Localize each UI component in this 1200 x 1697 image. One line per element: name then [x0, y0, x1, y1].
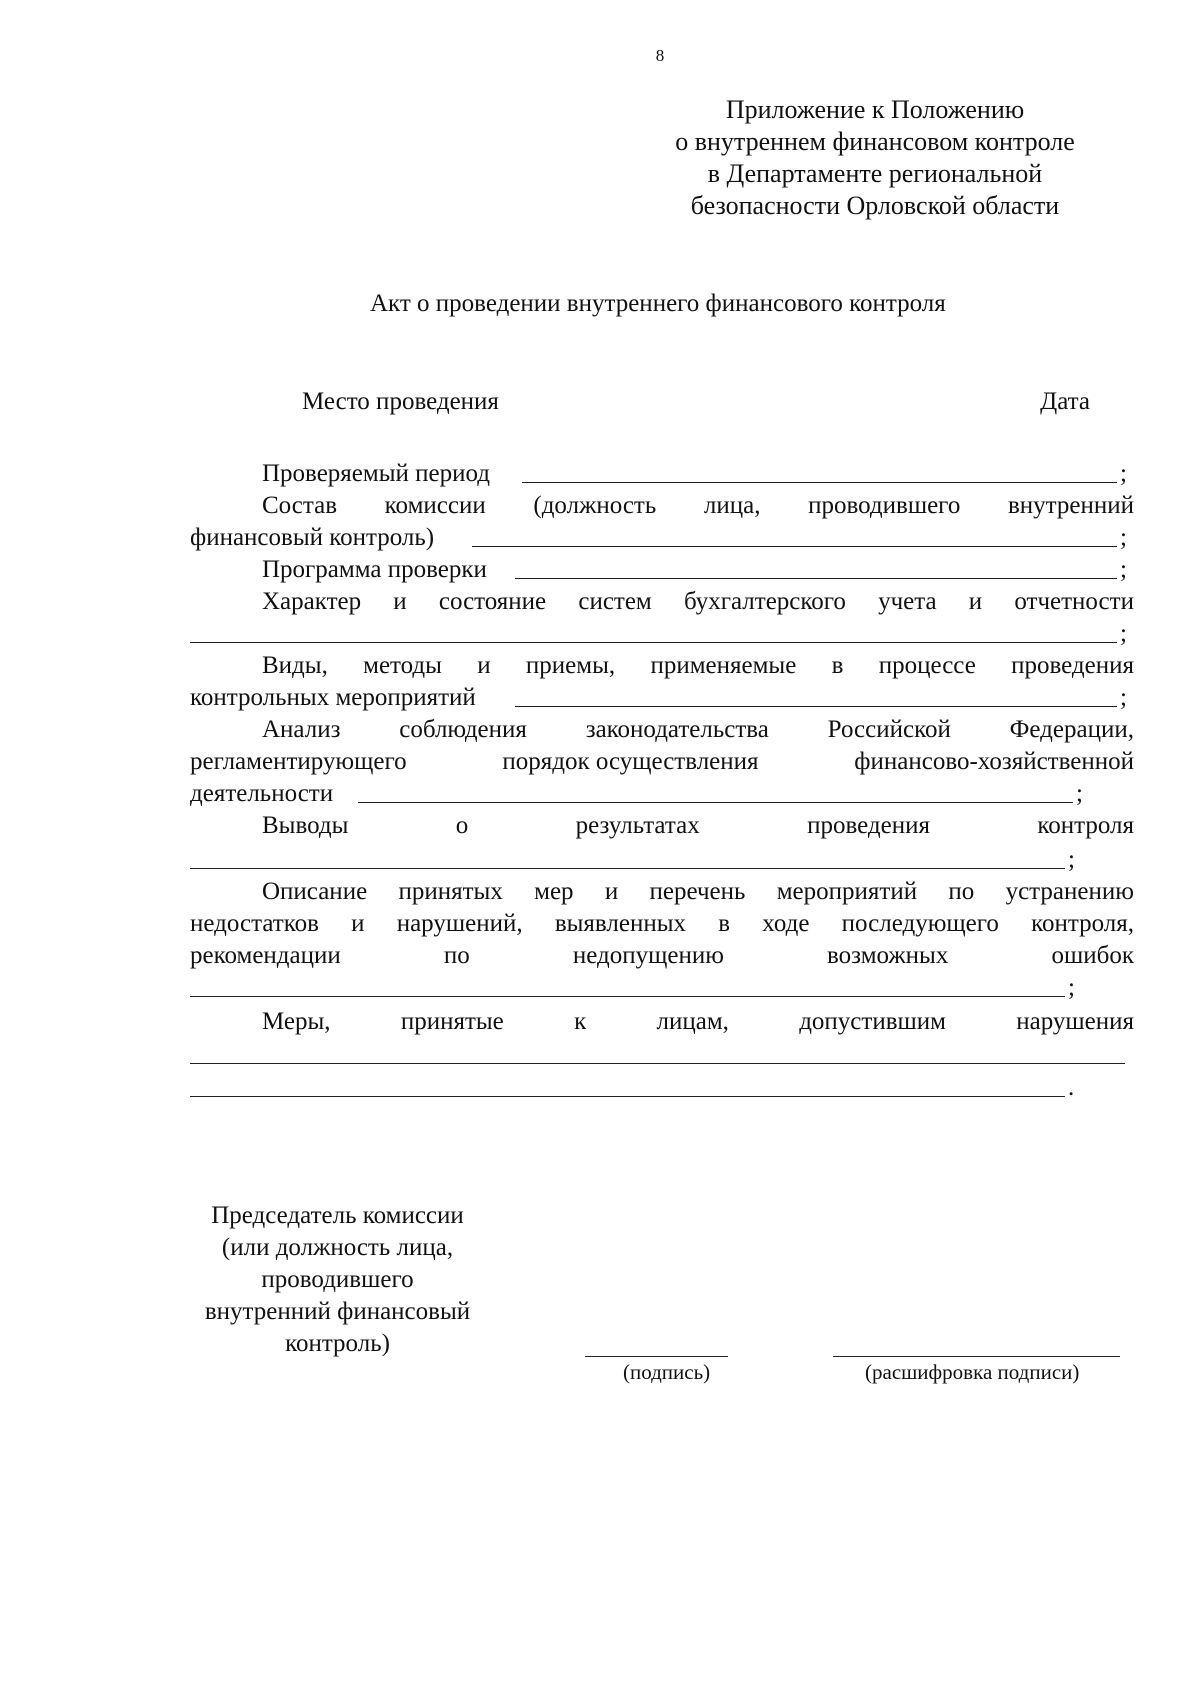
justified-word: отчетности: [1014, 588, 1134, 615]
accounting-semicolon: ;: [1120, 620, 1127, 647]
justified-word: проводившего: [808, 492, 961, 519]
decode-line: [833, 1356, 1120, 1357]
justified-word: и: [968, 588, 983, 615]
commission-semicolon: ;: [1120, 524, 1127, 551]
justified-word: законодательства: [585, 716, 769, 743]
analysis-line: [358, 802, 1073, 803]
justified-word: и: [351, 910, 365, 937]
justified-word: недостатков: [190, 910, 319, 937]
justified-word: нарушения: [1016, 1008, 1134, 1035]
document-title: Акт о проведении внутреннего финансового контроля: [370, 290, 946, 317]
appendix-line-2: о внутреннем финансовом контроле: [675, 127, 1075, 156]
program-semicolon: ;: [1120, 556, 1127, 583]
place-label: Место проведения: [302, 388, 499, 415]
analysis-line-2: [190, 746, 1134, 778]
page-number: 8: [655, 46, 665, 65]
justified-word: соблюдения: [399, 716, 527, 743]
justified-word: по: [443, 942, 470, 969]
chairman-line-4: внутренний финансовый: [204, 1298, 471, 1325]
conclusions-semicolon: ;: [1068, 846, 1075, 873]
appendix-header: [640, 94, 1110, 222]
program-label: Программа проверки: [262, 556, 487, 583]
justified-word: Федерации,: [1009, 716, 1134, 743]
justified-word: Российской: [827, 716, 951, 743]
justified-word: внутренний: [1007, 492, 1134, 519]
program-line: [515, 578, 1117, 579]
justified-word: принятые: [400, 1008, 504, 1035]
period-label: Проверяемый период: [262, 460, 491, 487]
justified-word: возможных: [827, 942, 949, 969]
justified-word: Выводы: [262, 812, 349, 839]
conclusions-line-1: [262, 810, 1134, 842]
justified-word: бухгалтерского: [683, 588, 846, 615]
justified-word: порядок осуществления: [502, 748, 759, 775]
justified-word: о: [455, 812, 469, 839]
justified-word: проведения: [807, 812, 930, 839]
justified-word: и: [604, 878, 619, 905]
methods-semicolon: ;: [1120, 684, 1127, 711]
justified-word: учета: [878, 588, 937, 615]
measures-line-1: [262, 876, 1134, 908]
justified-word: лицам,: [656, 1008, 729, 1035]
chairman-block: [175, 1200, 500, 1360]
justified-word: нарушений,: [396, 910, 523, 937]
justified-word: процессе: [878, 652, 976, 679]
persons-period: .: [1068, 1074, 1075, 1101]
chairman-line-3: проводившего: [261, 1266, 414, 1293]
justified-word: регламентирующего: [190, 748, 407, 775]
persons-line-1: [262, 1006, 1134, 1038]
analysis-label-3: деятельности: [190, 780, 334, 807]
justified-word: финансово-хозяйственной: [854, 748, 1134, 775]
justified-word: результатах: [575, 812, 700, 839]
justified-word: состояние: [438, 588, 547, 615]
commission-line: [472, 546, 1117, 547]
accounting-line: [190, 642, 1117, 643]
appendix-line-1: Приложение к Положению: [725, 95, 1025, 124]
appendix-line-4: безопасности Орловской области: [690, 191, 1060, 220]
methods-line-1: [262, 650, 1134, 682]
justified-word: ошибок: [1051, 942, 1134, 969]
justified-word: мероприятий: [776, 878, 918, 905]
commission-label-2: финансовый контроль): [190, 524, 435, 551]
chairman-line-5: контроль): [285, 1330, 390, 1357]
justified-word: и: [393, 588, 407, 615]
justified-word: устранению: [1005, 878, 1134, 905]
justified-word: выявленных: [554, 910, 687, 937]
chairman-line-1: Председатель комиссии: [211, 1202, 464, 1229]
measures-line-3: [190, 940, 1134, 972]
justified-word: комиссии: [384, 492, 486, 519]
signature-caption: (подпись): [623, 1360, 711, 1384]
measures-semicolon: ;: [1068, 974, 1075, 1001]
decode-caption: (расшифровка подписи): [865, 1360, 1080, 1384]
chairman-line-2: (или должность лица,: [221, 1234, 454, 1261]
period-semicolon: ;: [1120, 460, 1127, 487]
justified-word: лица,: [703, 492, 761, 519]
justified-word: недопущению: [572, 942, 724, 969]
justified-word: Анализ: [262, 716, 341, 743]
justified-word: по: [948, 878, 975, 905]
justified-word: последующего: [841, 910, 999, 937]
justified-word: ходе: [762, 910, 810, 937]
analysis-line-1: [262, 714, 1134, 746]
appendix-line-3: в Департаменте региональной: [707, 159, 1043, 188]
justified-word: Меры,: [262, 1008, 331, 1035]
commission-line-1: [262, 490, 1134, 522]
justified-word: к: [574, 1008, 587, 1035]
measures-line: [190, 996, 1065, 997]
persons-line-b: [190, 1096, 1065, 1097]
justified-word: Описание: [262, 878, 368, 905]
justified-word: в: [718, 910, 731, 937]
justified-word: мер: [534, 878, 574, 905]
justified-word: Характер: [262, 588, 362, 615]
justified-word: применяемые: [650, 652, 797, 679]
justified-word: контроля,: [1031, 910, 1134, 937]
justified-word: контроля: [1037, 812, 1134, 839]
justified-word: Состав: [262, 492, 338, 519]
methods-label-2: контрольных мероприятий: [190, 684, 476, 711]
justified-word: Виды,: [262, 652, 328, 679]
justified-word: перечень: [649, 878, 746, 905]
justified-word: в: [831, 652, 844, 679]
period-line: [522, 482, 1117, 483]
analysis-semicolon: ;: [1076, 780, 1083, 807]
justified-word: и: [477, 652, 491, 679]
justified-word: систем: [578, 588, 652, 615]
date-label: Дата: [1040, 388, 1090, 415]
justified-word: методы: [363, 652, 442, 679]
methods-line: [515, 706, 1117, 707]
justified-word: допустившим: [799, 1008, 946, 1035]
persons-line-a: [190, 1063, 1125, 1064]
conclusions-line: [190, 868, 1065, 869]
justified-word: проведения: [1011, 652, 1134, 679]
accounting-line-1: [262, 586, 1134, 618]
justified-word: приемы,: [525, 652, 616, 679]
justified-word: принятых: [398, 878, 503, 905]
justified-word: рекомендации: [190, 942, 341, 969]
signature-line: [585, 1356, 728, 1357]
justified-word: (должность: [533, 492, 657, 519]
measures-line-2: [190, 908, 1134, 940]
